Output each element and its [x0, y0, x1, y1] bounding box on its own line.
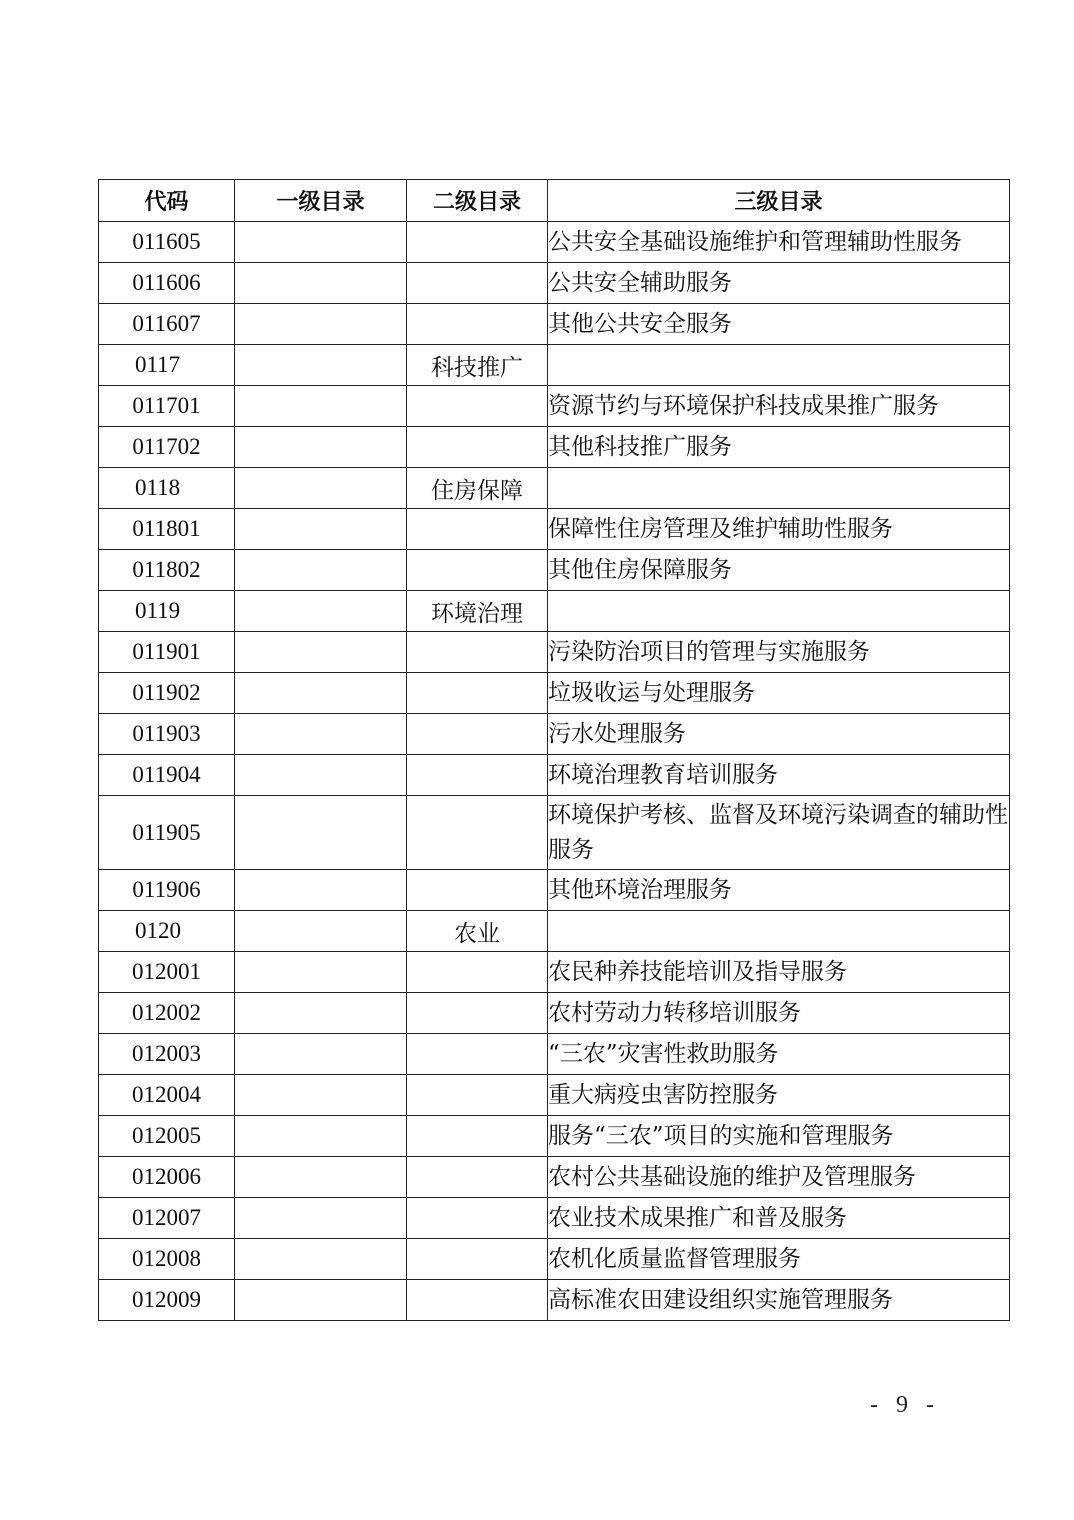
- cell-level3: “三农”灾害性救助服务: [548, 1034, 1010, 1075]
- header-row: [99, 180, 1010, 222]
- table-row: [99, 952, 1010, 993]
- cell-level2: [407, 632, 548, 673]
- cell-code: 011904: [99, 755, 235, 796]
- cell-level1: [235, 1157, 407, 1198]
- cell-level3: [548, 345, 1010, 386]
- cell-level1: [235, 632, 407, 673]
- cell-level2: [407, 952, 548, 993]
- cell-level1: [235, 796, 407, 870]
- table-row: [99, 1239, 1010, 1280]
- cell-level2: [407, 1198, 548, 1239]
- cell-code: 011605: [99, 222, 235, 263]
- cell-level3: 污染防治项目的管理与实施服务: [548, 632, 1010, 673]
- table-row: [99, 1034, 1010, 1075]
- table-row: [99, 386, 1010, 427]
- cell-level3: [548, 468, 1010, 509]
- cell-level2: [407, 755, 548, 796]
- table-body: [99, 222, 1010, 1321]
- cell-code: 0120: [99, 911, 235, 952]
- cell-level1: [235, 468, 407, 509]
- cell-level2: [407, 550, 548, 591]
- page-number: - 9 -: [870, 1392, 940, 1418]
- cell-code: 011901: [99, 632, 235, 673]
- cell-level2: [407, 673, 548, 714]
- cell-level1: [235, 345, 407, 386]
- table-row: [99, 1157, 1010, 1198]
- cell-code: 0118: [99, 468, 235, 509]
- cell-level2: 住房保障: [407, 468, 548, 509]
- cell-level2: [407, 304, 548, 345]
- cell-code: 011903: [99, 714, 235, 755]
- cell-level3: 其他环境治理服务: [548, 870, 1010, 911]
- cell-level1: [235, 870, 407, 911]
- table-row: [99, 1075, 1010, 1116]
- header-level1: 一级目录: [235, 180, 407, 222]
- cell-code: 011607: [99, 304, 235, 345]
- cell-code: 012002: [99, 993, 235, 1034]
- cell-level2: [407, 427, 548, 468]
- cell-level1: [235, 1075, 407, 1116]
- cell-level2: [407, 263, 548, 304]
- cell-level3: 农机化质量监督管理服务: [548, 1239, 1010, 1280]
- table-row: [99, 591, 1010, 632]
- cell-level2: [407, 1280, 548, 1321]
- cell-level2: [407, 870, 548, 911]
- table-row: [99, 468, 1010, 509]
- cell-level1: [235, 1280, 407, 1321]
- cell-level1: [235, 222, 407, 263]
- table-row: [99, 427, 1010, 468]
- cell-level1: [235, 952, 407, 993]
- table-row: [99, 870, 1010, 911]
- cell-level3: 垃圾收运与处理服务: [548, 673, 1010, 714]
- table-row: [99, 1116, 1010, 1157]
- cell-level1: [235, 755, 407, 796]
- cell-level2: [407, 1116, 548, 1157]
- cell-code: 011701: [99, 386, 235, 427]
- cell-code: 0117: [99, 345, 235, 386]
- table-row: [99, 550, 1010, 591]
- table-row: [99, 1198, 1010, 1239]
- cell-level1: [235, 1239, 407, 1280]
- cell-level2: 农业: [407, 911, 548, 952]
- table-row: [99, 263, 1010, 304]
- cell-level3: 农村劳动力转移培训服务: [548, 993, 1010, 1034]
- table-row: [99, 714, 1010, 755]
- header-level3: 三级目录: [548, 180, 1010, 222]
- cell-level2: 环境治理: [407, 591, 548, 632]
- cell-level3: 其他住房保障服务: [548, 550, 1010, 591]
- table-row: [99, 755, 1010, 796]
- cell-level2: [407, 993, 548, 1034]
- cell-code: 0119: [99, 591, 235, 632]
- cell-level1: [235, 673, 407, 714]
- cell-level1: [235, 1034, 407, 1075]
- cell-level2: [407, 1034, 548, 1075]
- cell-code: 012009: [99, 1280, 235, 1321]
- cell-level2: [407, 386, 548, 427]
- cell-level1: [235, 509, 407, 550]
- table-row: [99, 304, 1010, 345]
- cell-code: 011906: [99, 870, 235, 911]
- cell-level3: [548, 591, 1010, 632]
- cell-code: 011902: [99, 673, 235, 714]
- cell-level2: [407, 796, 548, 870]
- cell-code: 012007: [99, 1198, 235, 1239]
- cell-level1: [235, 911, 407, 952]
- cell-level3: 农业技术成果推广和普及服务: [548, 1198, 1010, 1239]
- cell-level3: 资源节约与环境保护科技成果推广服务: [548, 386, 1010, 427]
- cell-level1: [235, 550, 407, 591]
- table-row: [99, 509, 1010, 550]
- cell-level3: [548, 911, 1010, 952]
- catalog-table: [98, 179, 1010, 1321]
- table-row: [99, 673, 1010, 714]
- cell-level1: [235, 427, 407, 468]
- cell-code: 011702: [99, 427, 235, 468]
- cell-code: 012005: [99, 1116, 235, 1157]
- table-header: [99, 180, 1010, 222]
- cell-level1: [235, 1116, 407, 1157]
- cell-level3: 环境保护考核、监督及环境污染调查的辅助性服务: [548, 796, 1010, 870]
- cell-code: 011801: [99, 509, 235, 550]
- header-level2: 二级目录: [407, 180, 548, 222]
- cell-level3: 重大病疫虫害防控服务: [548, 1075, 1010, 1116]
- cell-code: 012008: [99, 1239, 235, 1280]
- cell-level2: [407, 1239, 548, 1280]
- cell-level2: [407, 714, 548, 755]
- table-row: [99, 632, 1010, 673]
- cell-level3: 服务“三农”项目的实施和管理服务: [548, 1116, 1010, 1157]
- cell-code: 011606: [99, 263, 235, 304]
- cell-code: 012003: [99, 1034, 235, 1075]
- cell-level3: 污水处理服务: [548, 714, 1010, 755]
- cell-code: 011802: [99, 550, 235, 591]
- cell-level2: [407, 1075, 548, 1116]
- cell-level3: 农民种养技能培训及指导服务: [548, 952, 1010, 993]
- cell-code: 012006: [99, 1157, 235, 1198]
- cell-level1: [235, 993, 407, 1034]
- cell-code: 012004: [99, 1075, 235, 1116]
- cell-level2: [407, 222, 548, 263]
- cell-level2: [407, 1157, 548, 1198]
- table-row: [99, 796, 1010, 870]
- cell-level2: 科技推广: [407, 345, 548, 386]
- table-row: [99, 993, 1010, 1034]
- cell-code: 012001: [99, 952, 235, 993]
- cell-level3: 高标准农田建设组织实施管理服务: [548, 1280, 1010, 1321]
- table-row: [99, 1280, 1010, 1321]
- cell-level1: [235, 263, 407, 304]
- cell-level3: 农村公共基础设施的维护及管理服务: [548, 1157, 1010, 1198]
- cell-level3: 公共安全辅助服务: [548, 263, 1010, 304]
- cell-level3: 其他公共安全服务: [548, 304, 1010, 345]
- cell-level2: [407, 509, 548, 550]
- cell-level1: [235, 591, 407, 632]
- cell-level3: 保障性住房管理及维护辅助性服务: [548, 509, 1010, 550]
- table-row: [99, 345, 1010, 386]
- table-row: [99, 911, 1010, 952]
- header-code: 代码: [99, 180, 235, 222]
- cell-level1: [235, 386, 407, 427]
- cell-level1: [235, 1198, 407, 1239]
- cell-level3: 公共安全基础设施维护和管理辅助性服务: [548, 222, 1010, 263]
- cell-level1: [235, 714, 407, 755]
- cell-level3: 其他科技推广服务: [548, 427, 1010, 468]
- cell-level1: [235, 304, 407, 345]
- cell-level3: 环境治理教育培训服务: [548, 755, 1010, 796]
- table-row: [99, 222, 1010, 263]
- cell-code: 011905: [99, 796, 235, 870]
